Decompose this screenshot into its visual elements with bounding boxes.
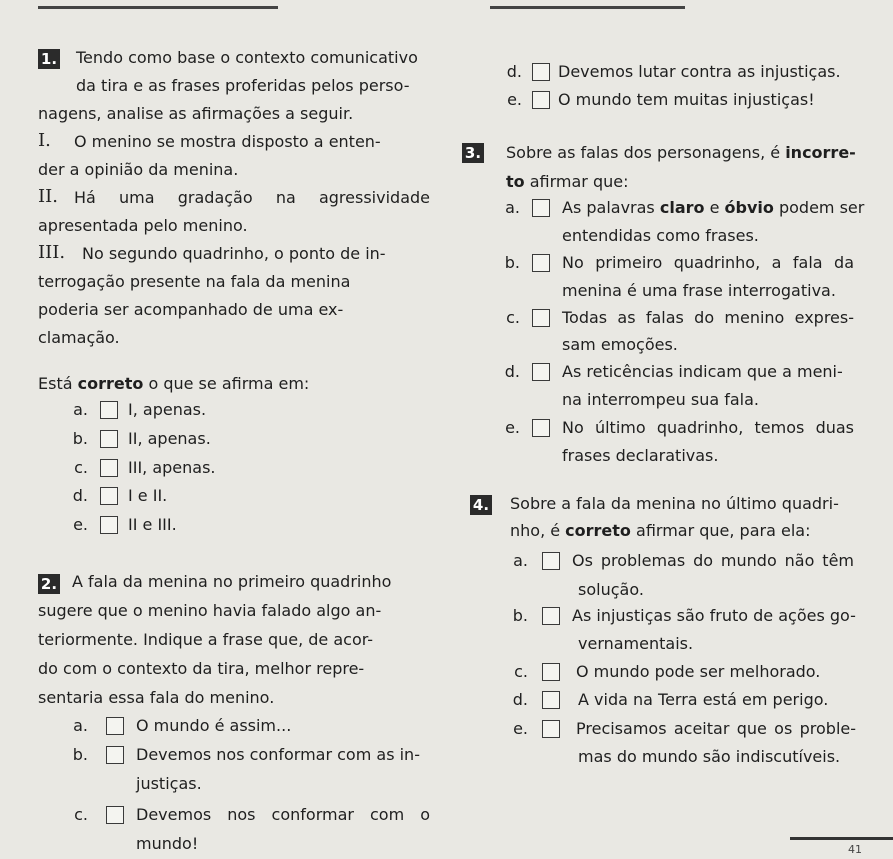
q3-option-a-text2: entendidas como frases. <box>562 226 759 245</box>
q4-option-e-checkbox[interactable] <box>542 720 560 738</box>
q4-option-e-text: Precisamos aceitar que os proble- <box>576 719 856 738</box>
q1-statement-i-line: O menino se mostra disposto a enten- <box>74 132 381 151</box>
q1-intro-line: da tira e as frases proferidas pelos perso- <box>76 76 410 95</box>
q4-option-b-text: As injustiças são fruto de ações go- <box>572 606 856 625</box>
q2-option-d-checkbox[interactable] <box>532 63 550 81</box>
q3-option-a-text <box>562 198 864 218</box>
q1-prompt-before: Está <box>38 374 78 393</box>
q3-option-d-checkbox[interactable] <box>532 363 550 381</box>
q3-intro <box>506 143 856 163</box>
q1-statement-iii-line: poderia ser acompanhado de uma ex- <box>38 300 344 319</box>
q1-option-e-text: II e III. <box>128 515 177 534</box>
q3-option-c-checkbox[interactable] <box>532 309 550 327</box>
q3-a-mid: e <box>704 198 725 217</box>
q2-option-b-letter: b. <box>72 745 88 764</box>
q4-option-d-letter: d. <box>512 690 528 709</box>
q4-option-c-letter: c. <box>514 662 528 681</box>
q3-a-pre: As palavras <box>562 198 660 217</box>
q1-prompt <box>38 374 309 394</box>
q4-option-a-checkbox[interactable] <box>542 552 560 570</box>
q1-option-c-letter: c. <box>74 458 88 477</box>
q1-intro-line: Tendo como base o contexto comunicativo <box>76 48 418 67</box>
q4-option-c-checkbox[interactable] <box>542 663 560 681</box>
q2-option-b-checkbox[interactable] <box>106 746 124 764</box>
q1-option-a-letter: a. <box>73 400 88 419</box>
q4-option-d-text: A vida na Terra está em perigo. <box>578 690 829 709</box>
q3-intro2-after: afirmar que: <box>524 172 629 191</box>
q4-option-a-text: Os problemas do mundo não têm <box>572 551 854 570</box>
q1-option-e-checkbox[interactable] <box>100 516 118 534</box>
q4-option-a-letter: a. <box>513 551 528 570</box>
q3-option-b-checkbox[interactable] <box>532 254 550 272</box>
question-2-number: 2. <box>38 574 60 594</box>
q4-intro-line1: Sobre a fala da menina no último quadri- <box>510 494 839 513</box>
q1-option-e-letter: e. <box>73 515 88 534</box>
q3-a-bold1: claro <box>659 198 705 217</box>
q2-intro-line: sugere que o menino havia falado algo an- <box>38 601 382 620</box>
q2-option-d-text: Devemos lutar contra as injustiças. <box>558 62 841 81</box>
footer-bar <box>790 837 893 840</box>
q4-option-c-text: O mundo pode ser melhorado. <box>576 662 821 681</box>
q3-option-d-letter: d. <box>504 362 520 381</box>
q2-option-e-letter: e. <box>507 90 522 109</box>
comic-strip-border <box>490 6 685 9</box>
question-3-number: 3. <box>462 143 484 163</box>
q4-option-d-checkbox[interactable] <box>542 691 560 709</box>
q1-statement-iii-line: terrogação presente na fala da menina <box>38 272 351 291</box>
q1-option-c-text: III, apenas. <box>128 458 216 477</box>
q2-intro-line: teriormente. Indique a frase que, de acor- <box>38 630 374 649</box>
q2-option-b-text: justiças. <box>136 774 202 793</box>
q2-intro-line: sentaria essa fala do menino. <box>38 688 275 707</box>
q3-option-b-text: No primeiro quadrinho, a fala da <box>562 253 854 272</box>
q4-option-b-text: vernamentais. <box>578 634 694 653</box>
q2-option-c-letter: c. <box>74 805 88 824</box>
question-4-number: 4. <box>470 495 492 515</box>
q1-intro-line: nagens, analise as afirmações a seguir. <box>38 104 354 123</box>
q3-option-e-checkbox[interactable] <box>532 419 550 437</box>
q1-option-d-text: I e II. <box>128 486 168 505</box>
q1-statement-i-line: der a opinião da menina. <box>38 160 239 179</box>
q1-prompt-after: o que se afirma em: <box>143 374 310 393</box>
q2-option-c-text: mundo! <box>136 834 199 853</box>
q3-intro-line2 <box>506 172 629 192</box>
q2-option-e-checkbox[interactable] <box>532 91 550 109</box>
q1-option-d-checkbox[interactable] <box>100 487 118 505</box>
q3-option-d-text: As reticências indicam que a meni- <box>562 362 843 381</box>
q2-intro-line: A fala da menina no primeiro quadrinho <box>72 572 392 591</box>
question-1-number: 1. <box>38 49 60 69</box>
q1-statement-iii-line: clamação. <box>38 328 120 347</box>
q3-intro-bold: incorre- <box>785 143 856 162</box>
q1-statement-ii-line: Há uma gradação na agressividade <box>74 188 430 207</box>
q1-option-a-text: I, apenas. <box>128 400 207 419</box>
q1-roman-iii: III. <box>38 242 66 263</box>
q3-a-bold2: óbvio <box>724 198 774 217</box>
q3-intro-before: Sobre as falas dos personagens, é <box>506 143 786 162</box>
q1-option-c-checkbox[interactable] <box>100 459 118 477</box>
q3-option-c-letter: c. <box>506 308 520 327</box>
q1-prompt-bold: correto <box>77 374 144 393</box>
q1-option-d-letter: d. <box>72 486 88 505</box>
q4-option-e-text: mas do mundo são indiscutíveis. <box>578 747 841 766</box>
q4-option-e-letter: e. <box>513 719 528 738</box>
q2-option-c-checkbox[interactable] <box>106 806 124 824</box>
q2-option-b-text: Devemos nos conformar com as in- <box>136 745 420 764</box>
q3-option-c-text: sam emoções. <box>562 335 678 354</box>
q3-option-c-text: Todas as falas do menino expres- <box>562 308 854 327</box>
comic-strip-border <box>38 6 278 9</box>
q4-intro2-bold: correto <box>565 521 631 540</box>
q4-option-a-text: solução. <box>578 580 644 599</box>
q2-intro-line: do com o contexto da tira, melhor repre- <box>38 659 365 678</box>
page-number: 41 <box>848 843 862 856</box>
q1-option-b-text: II, apenas. <box>128 429 211 448</box>
q2-option-d-letter: d. <box>506 62 522 81</box>
q3-intro2-bold: to <box>506 172 525 191</box>
q2-option-c-text: Devemos nos conformar com o <box>136 805 430 824</box>
q4-intro2-after: afirmar que, para ela: <box>630 521 811 540</box>
q2-option-a-text: O mundo é assim... <box>136 716 292 735</box>
q1-statement-iii-line: No segundo quadrinho, o ponto de in- <box>82 244 386 263</box>
q3-option-a-checkbox[interactable] <box>532 199 550 217</box>
q1-option-a-checkbox[interactable] <box>100 401 118 419</box>
q1-option-b-letter: b. <box>72 429 88 448</box>
q4-option-b-checkbox[interactable] <box>542 607 560 625</box>
q2-option-a-checkbox[interactable] <box>106 717 124 735</box>
q3-option-b-text: menina é uma frase interrogativa. <box>562 281 836 300</box>
q3-option-b-letter: b. <box>504 253 520 272</box>
q1-option-b-checkbox[interactable] <box>100 430 118 448</box>
q1-roman-ii: II. <box>38 186 58 207</box>
q3-option-a-letter: a. <box>505 198 520 217</box>
q3-option-e-text: No último quadrinho, temos duas <box>562 418 854 437</box>
q4-intro2-before: nho, é <box>510 521 566 540</box>
q3-option-d-text: na interrompeu sua fala. <box>562 390 759 409</box>
q4-option-b-letter: b. <box>512 606 528 625</box>
q3-a-post: podem ser <box>773 198 865 217</box>
q3-option-e-text: frases declarativas. <box>562 446 719 465</box>
q1-roman-i: I. <box>38 130 51 151</box>
q2-option-e-text: O mundo tem muitas injustiças! <box>558 90 815 109</box>
q1-statement-ii-line: apresentada pelo menino. <box>38 216 248 235</box>
q3-option-e-letter: e. <box>505 418 520 437</box>
q2-option-a-letter: a. <box>73 716 88 735</box>
q4-intro-line2 <box>510 521 810 541</box>
